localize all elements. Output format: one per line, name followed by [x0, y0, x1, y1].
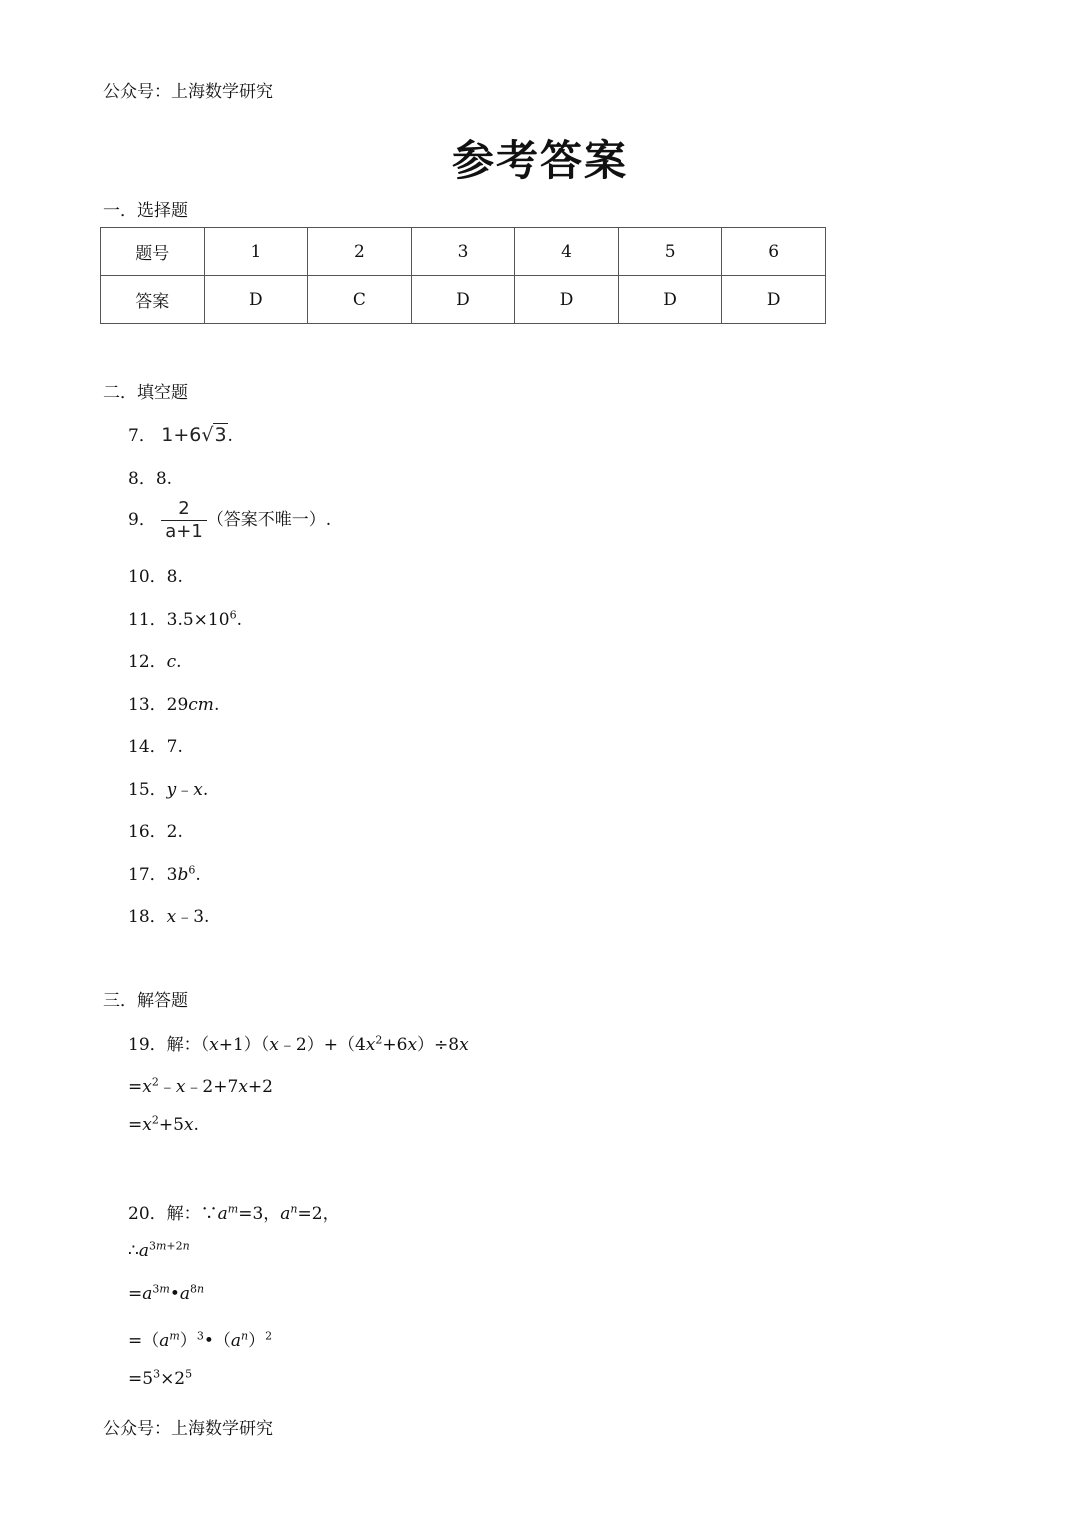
fraction: $\frac{2}{a+1}$: [161, 498, 207, 543]
sqrt-symbol: √3: [201, 424, 227, 446]
q19-line-1: 19．解：$(x+1)(x﹣2)+(4x^2+6x)\div 8x$: [128, 1033, 469, 1055]
q19-line-2: $=x^2﹣x﹣2+7x+2$: [128, 1075, 273, 1097]
answer-9: 9． $\frac{2}{a+1}$ （答案不唯一）.: [128, 498, 332, 542]
table-row-numbers: [101, 228, 826, 276]
section-fill-heading: 二．填空题: [103, 383, 188, 403]
answer-8: 8．8.: [128, 469, 173, 489]
answer-13: 13．29cm.: [128, 695, 220, 715]
table-cell: 5: [618, 228, 722, 276]
section-choice-heading: 一．选择题: [103, 201, 188, 221]
footer-note: 公众号：上海数学研究: [103, 1419, 273, 1439]
answer-16: 16．2.: [128, 822, 183, 842]
table-cell: D: [515, 276, 619, 324]
table-cell: 2: [308, 228, 412, 276]
answer-12: 12．c.: [128, 652, 182, 672]
table-cell: 3: [411, 228, 515, 276]
table-row-answers: [101, 276, 826, 324]
table-cell: 6: [722, 228, 826, 276]
table-cell: 4: [515, 228, 619, 276]
table-cell: C: [308, 276, 412, 324]
q20-line-2: $\therefore a^{3m+2n}$: [128, 1239, 190, 1261]
answer-14: 14．7.: [128, 737, 183, 757]
answer-18: 18．x﹣3.: [128, 907, 210, 927]
answer-11: 11．$3.5\times 10^6$.: [128, 608, 242, 630]
answer-table: [100, 227, 826, 324]
table-row-label: 答案: [101, 276, 205, 324]
q20-line-4: $=(a^m)^3•(a^n)^2$: [128, 1329, 273, 1351]
header-note: 公众号：上海数学研究: [103, 82, 273, 102]
table-cell: D: [411, 276, 515, 324]
answer-10: 10．8.: [128, 567, 183, 587]
table-row-label: 题号: [101, 228, 205, 276]
table-cell: D: [204, 276, 308, 324]
q20-line-1: 20．解：$\because a^m=3$，$a^n=2$，: [128, 1202, 340, 1224]
answer-17: 17．$3b^6$.: [128, 863, 201, 885]
q20-line-5: $=5^3\times 2^5$: [128, 1367, 193, 1389]
formula-image: 1+6√3: [161, 424, 227, 446]
page-title: 参考答案: [451, 136, 628, 185]
answer-15: 15．y﹣x.: [128, 780, 209, 800]
table-cell: 1: [204, 228, 308, 276]
q19-line-3: $=x^2+5x$.: [128, 1113, 199, 1135]
q20-line-3: $=a^{3m}•a^{8n}$: [128, 1282, 205, 1304]
table-cell: D: [618, 276, 722, 324]
section-solve-heading: 三．解答题: [103, 991, 188, 1011]
table-cell: D: [722, 276, 826, 324]
answer-7: 7． 1+6√3.: [128, 424, 233, 446]
